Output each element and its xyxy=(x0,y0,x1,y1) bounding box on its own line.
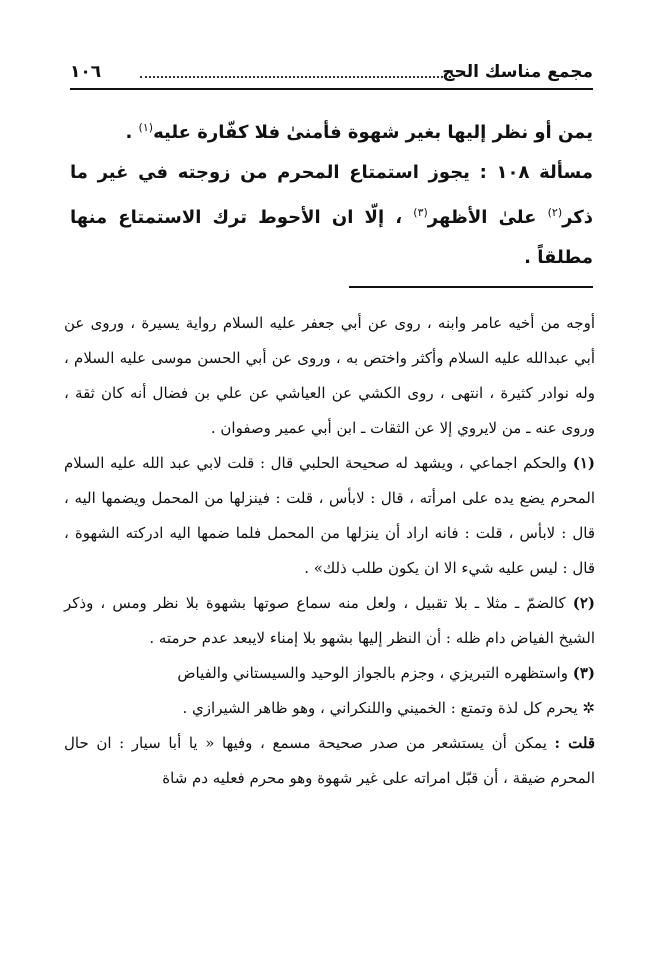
footnote-3-number: (٣) xyxy=(572,664,595,682)
footnote-3-text: واستظهره التبريزي ، وجزم بالجواز الوحيد والسيستاني والفياض xyxy=(177,664,573,682)
header-rule xyxy=(70,88,593,90)
book-title: مجمع مناسك الحج xyxy=(442,62,593,82)
footnote-1-text: والحكم اجماعي ، ويشهد له صحيحة الحلبي قال : قلت لابي عبد الله عليه السلام المحرم يضع يده على امرأته ، قال : لابأس ، قلت : فينزلها من المحمل ويضمها اليه ، قال : لابأس ، قلت : فانه اراد أن ينزلها من المحمل فلما ضمها اليه ادركته الشهوة ، قال : ليس عليه شيء الا ان يكون طلب ذلك» . xyxy=(64,454,595,577)
page-number: ١٠٦ xyxy=(70,62,102,82)
footnotes xyxy=(64,306,595,796)
issue-label: مسألة ١٠٨ : xyxy=(479,162,593,183)
footnote-1-number: (١) xyxy=(572,454,595,472)
footnote-separator xyxy=(349,286,593,288)
main-line-1-text: يمن أو نظر إليها بغير شهوة فأمنىٰ فلا كفّارة عليه xyxy=(153,122,593,143)
issue-108 xyxy=(70,153,593,278)
running-header xyxy=(70,60,593,90)
issue-end: ، إلّا ان الأحوط ترك الاستمتاع منها مطلقاً . xyxy=(70,207,593,268)
footnote-2-number: (٢) xyxy=(572,594,595,612)
footnote-ref-3: (٣) xyxy=(413,206,428,219)
main-line-1 xyxy=(70,108,593,153)
footnote-continued: أوجه من أخيه عامر وابنه ، روى عن أبي جعفر عليه السلام رواية يسيرة ، وروى عن أبي عبدالله عليه السلام وأكثر واختص به ، وروى عن أبي الحسن موسى عليه السلام ، وله نوادر كثيرة ، انتهى ، روى الكشي عن العياشي عن علي بن فضال أنه كان ثقة ، وروى عنه ـ من لايروي إلا عن الثقات ـ ابن أبي عمير وصفوان . xyxy=(64,314,595,437)
qult-note xyxy=(64,726,595,796)
footnote-2 xyxy=(64,586,595,656)
star-note: ✲ يحرم كل لذة وتمتع : الخميني واللنكراني ، وهو ظاهر الشيرازي . xyxy=(182,699,595,717)
header-dot-leader xyxy=(140,68,451,78)
footnote-1 xyxy=(64,446,595,586)
footnote-ref-1: (١) xyxy=(138,121,154,134)
qult-label: قلت : xyxy=(554,734,595,752)
issue-continuation: علىٰ الأظهر xyxy=(427,207,548,228)
qult-text: يمكن أن يستشعر من صدر صحيحة مسمع ، وفيها « يا أبا سيار : ان حال المحرم ضيقة ، أن قبّل امراته على غير شهوة وهو محرم فعليه دم شاة xyxy=(64,734,595,787)
issue-text: يجوز استمتاع المحرم من زوجته في غير ما ذكر xyxy=(70,162,594,228)
main-line-1-end: . xyxy=(125,122,139,143)
footnote-3 xyxy=(64,656,595,691)
footnote-ref-2: (٢) xyxy=(547,206,563,219)
footnote-2-text: كالضمّ ـ مثلا ـ بلا تقبيل ، ولعل منه سماع صوتها بشهوة بلا نظر ومس ، وذكر الشيخ الفياض دام ظله : أن النظر إليها بشهو بلا إمناء لايبعد عدم حرمته . xyxy=(64,594,595,647)
main-text xyxy=(70,108,593,278)
